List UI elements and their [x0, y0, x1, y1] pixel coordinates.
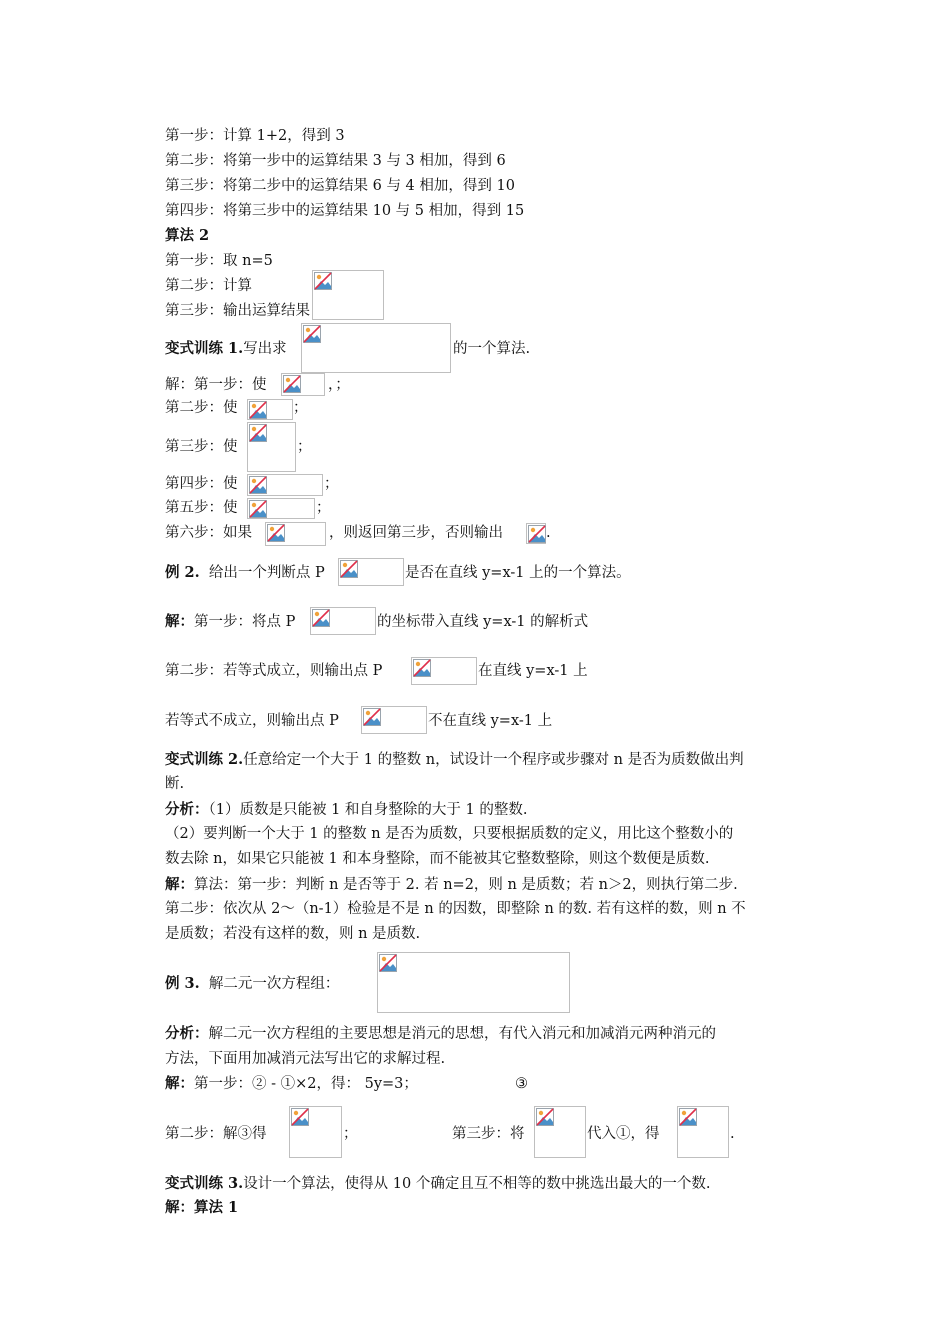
ex1-text-a: 写出求 — [243, 341, 287, 357]
example3-analysis2: 方法，下面用加减消元法写出它的求解过程. — [165, 1051, 446, 1067]
formula-image — [338, 558, 404, 586]
formula-image — [247, 498, 315, 519]
example3-step2-tail: ； — [343, 1126, 358, 1142]
ex1-step3-text: 第三步：使 — [165, 439, 238, 455]
example3-analysis-label: 分析： — [165, 1025, 209, 1042]
ex1-step5-tail: ； — [316, 500, 331, 516]
broken-image-icon — [314, 272, 332, 290]
broken-image-icon — [413, 659, 431, 677]
formula-image — [677, 1106, 729, 1158]
broken-image-icon — [291, 1108, 309, 1126]
ex2-analysis1-text: （1）质数是只能被 1 和自身整除的大于 1 的整数. — [208, 802, 528, 818]
formula-image — [289, 1106, 342, 1158]
example2-text-b: 是否在直线 y=x-1 上的一个算法。 — [405, 565, 631, 581]
ex2-solution2b: 是质数；若没有这样的数，则 n 是质数. — [165, 926, 421, 942]
ex2-analysis2a: （2）要判断一个大于 1 的整数 n 是否为质数，只要根据质数的定义，用比这个整数小的 — [165, 826, 734, 842]
equation-system-image — [377, 952, 570, 1013]
formula-image — [265, 522, 326, 546]
ex1-step2-text: 第二步：使 — [165, 400, 238, 416]
algo1-step3: 第三步：将第二步中的运算结果 6 与 4 相加，得到 10 — [165, 178, 515, 194]
ex2-sol-label: 解： — [165, 876, 194, 893]
formula-image — [247, 474, 323, 496]
broken-image-icon — [528, 525, 546, 543]
algo1-step1: 第一步：计算 1+2，得到 3 — [165, 128, 345, 144]
ex1-question — [165, 339, 287, 359]
broken-image-icon — [379, 954, 397, 972]
ex2-solution1 — [165, 875, 738, 895]
formula-image — [361, 706, 427, 734]
ex3-label: 变式训练 3. — [165, 1175, 244, 1192]
algo2-step2: 第二步：计算 — [165, 278, 252, 294]
ex1-step6-end: . — [546, 525, 551, 541]
ex1-step1-text: 解：第一步：使 — [165, 377, 267, 393]
example2-label: 例 2. — [165, 564, 200, 581]
example2-step2-tail: 在直线 y=x-1 上 — [478, 663, 588, 679]
example3-equation-mark: ③ — [515, 1076, 528, 1092]
ex2-text2: 断. — [165, 776, 185, 792]
example2-step2-text: 第二步：若等式成立，则输出点 P — [165, 663, 383, 679]
example2-step1-text: 第一步：将点 P — [194, 614, 296, 630]
ex1-step4-tail: ； — [324, 476, 339, 492]
ex2-analysis1 — [165, 800, 527, 820]
example2-step1 — [165, 612, 295, 632]
formula-image — [534, 1106, 586, 1158]
formula-image — [411, 657, 477, 685]
example3-step2-text: 第二步：解③得 — [165, 1126, 267, 1142]
example3-sol1-text: 第一步：② - ①×2，得： 5y=3； — [194, 1076, 418, 1092]
ex1-step6-mid: ，则返回第三步，否则输出 — [329, 525, 503, 541]
example2-step3-tail: 不在直线 y=x-1 上 — [428, 713, 553, 729]
broken-image-icon — [249, 500, 267, 518]
formula-image — [310, 607, 376, 635]
example3-solution1 — [165, 1074, 418, 1094]
ex1-step3-tail: ； — [297, 439, 312, 455]
formula-image — [247, 399, 293, 420]
ex3-text: 设计一个算法，使得从 10 个确定且互不相等的数中挑选出最大的一个数. — [243, 1176, 711, 1192]
algo2-title: 算法 2 — [165, 227, 210, 244]
ex3-question — [165, 1174, 710, 1194]
ex2-label: 变式训练 2. — [165, 751, 244, 768]
ex3-solution: 解：算法 1 — [165, 1199, 239, 1216]
example2-step1-tail: 的坐标带入直线 y=x-1 的解析式 — [377, 614, 589, 630]
broken-image-icon — [249, 476, 267, 494]
algo2-step1: 第一步：取 n=5 — [165, 253, 273, 269]
example2-question — [165, 563, 325, 583]
broken-image-icon — [267, 524, 285, 542]
ex2-sol1-text: 算法：第一步：判断 n 是否等于 2. 若 n=2，则 n 是质数；若 n＞2，则执行第二步. — [194, 877, 738, 893]
ex1-step1-tail: ，； — [328, 377, 350, 393]
example2-sol-label: 解： — [165, 613, 194, 630]
example3-label: 例 3. — [165, 975, 200, 992]
example2-step3-text: 若等式不成立，则输出点 P — [165, 713, 339, 729]
broken-image-icon — [536, 1108, 554, 1126]
broken-image-icon — [303, 325, 321, 343]
ex2-solution2a: 第二步：依次从 2～（n-1）检验是不是 n 的因数，即整除 n 的数. 若有这样的数，则 n 不 — [165, 901, 746, 917]
broken-image-icon — [283, 375, 301, 393]
broken-image-icon — [363, 708, 381, 726]
ex1-step2-tail: ； — [293, 400, 308, 416]
algo1-step2: 第二步：将第一步中的运算结果 3 与 3 相加，得到 6 — [165, 153, 506, 169]
formula-image — [301, 323, 451, 373]
example3-sol-label: 解： — [165, 1075, 194, 1092]
example3-analysis1-text: 解二元一次方程组的主要思想是消元的思想，有代入消元和加减消元两种消元的 — [208, 1026, 716, 1042]
ex1-step6-text: 第六步：如果 — [165, 525, 252, 541]
ex1-label: 变式训练 1. — [165, 340, 244, 357]
ex1-step4-text: 第四步：使 — [165, 476, 238, 492]
ex2-analysis2b: 数去除 n，如果它只能被 1 和本身整除，而不能被其它整数整除，则这个数便是质数. — [165, 851, 710, 867]
ex2-text1: 任意给定一个大于 1 的整数 n，试设计一个程序或步骤对 n 是否为质数做出判 — [243, 752, 744, 768]
broken-image-icon — [249, 424, 267, 442]
algo2-step3: 第三步：输出运算结果 — [165, 303, 310, 319]
example3-text: 解二元一次方程组： — [208, 976, 340, 992]
ex1-step5-text: 第五步：使 — [165, 500, 238, 516]
formula-image — [526, 523, 546, 544]
broken-image-icon — [249, 401, 267, 419]
broken-image-icon — [340, 560, 358, 578]
example3-step3-mid: 代入①，得 — [587, 1126, 660, 1142]
broken-image-icon — [312, 609, 330, 627]
example3-analysis1 — [165, 1024, 716, 1044]
example3-step3-end: . — [730, 1126, 735, 1142]
ex2-question — [165, 750, 744, 770]
algo1-step4: 第四步：将第三步中的运算结果 10 与 5 相加，得到 15 — [165, 203, 525, 219]
formula-image — [312, 270, 384, 320]
formula-image — [281, 373, 325, 396]
ex1-text-b: 的一个算法. — [453, 341, 531, 357]
example3-question — [165, 974, 339, 994]
example2-text-a: 给出一个判断点 P — [208, 565, 325, 581]
example3-step3-text: 第三步：将 — [452, 1126, 525, 1142]
formula-image — [247, 422, 296, 472]
ex2-analysis-label: 分析： — [165, 801, 209, 818]
broken-image-icon — [679, 1108, 697, 1126]
